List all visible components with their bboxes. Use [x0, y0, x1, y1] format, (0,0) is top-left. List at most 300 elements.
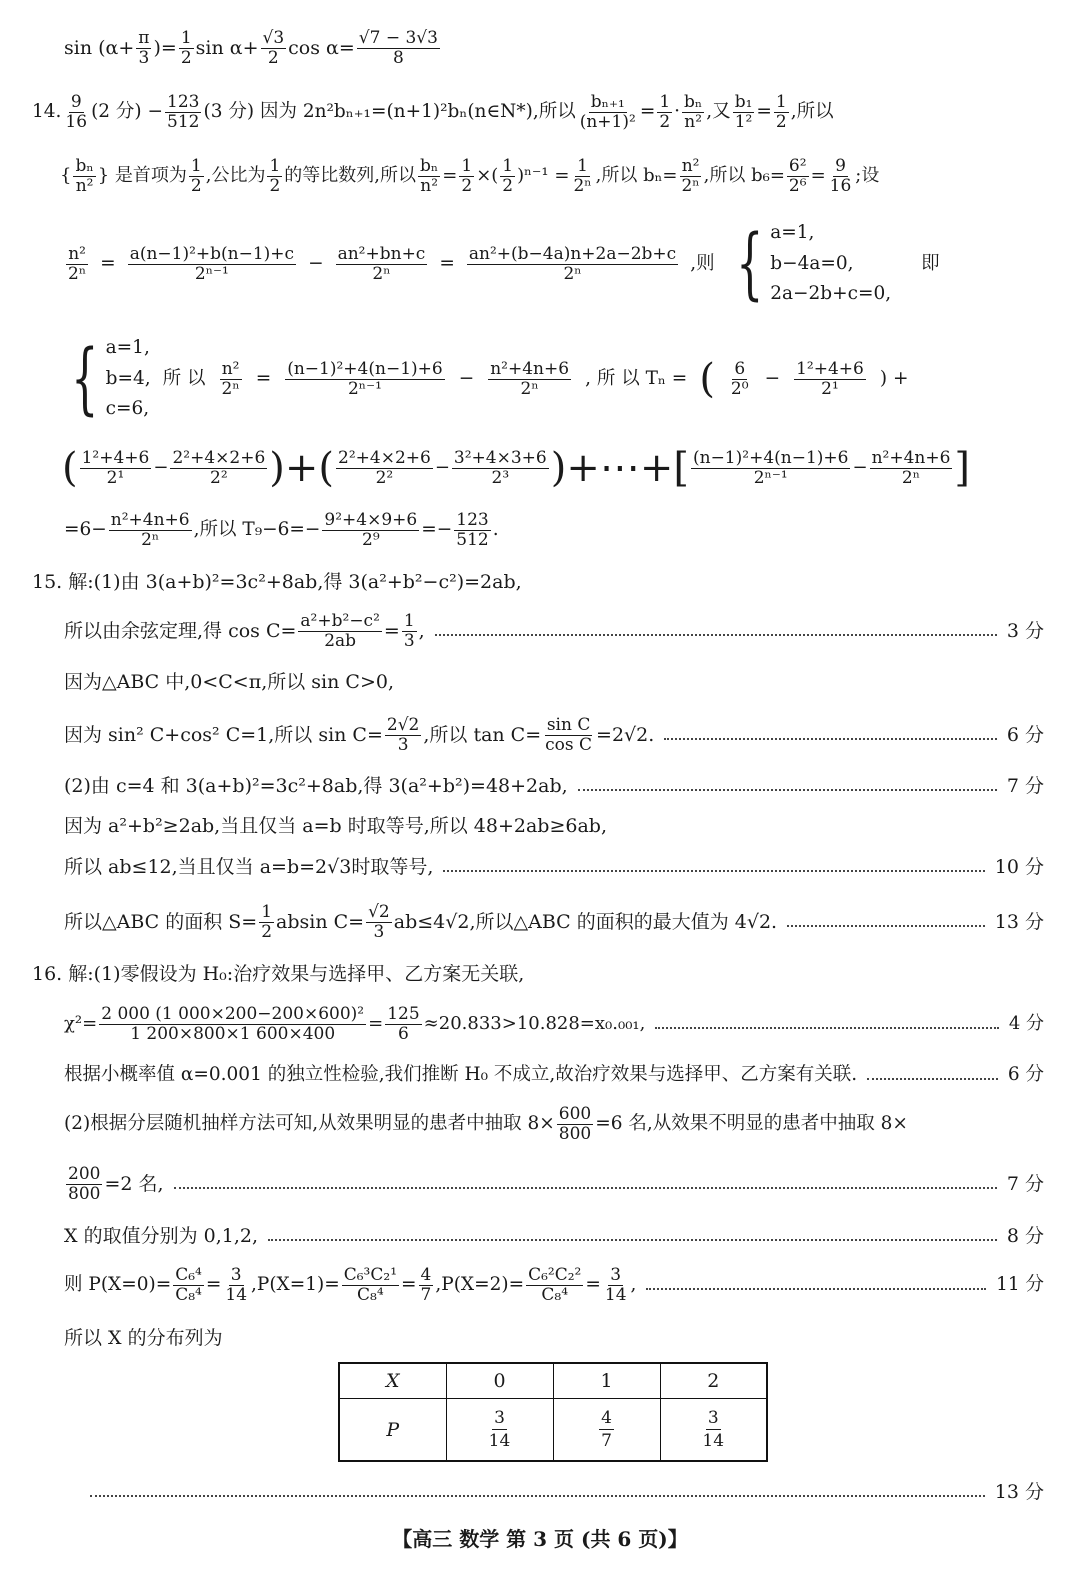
numerator: 600	[558, 1103, 592, 1124]
numerator: 2²+4×2+6	[338, 447, 431, 468]
dot-leader	[787, 925, 985, 927]
text: (3 分) 因为 2n²bₙ₊₁=(n+1)²bₙ(n∈N*),所以	[203, 100, 576, 122]
text: 根据小概率值 α=0.001 的独立性检验,我们推断 H₀ 不成立,故治疗效果与选择甲、乙方案有关联.	[64, 1063, 858, 1085]
numerator: bₙ	[75, 155, 94, 176]
fraction	[500, 155, 515, 196]
fraction	[452, 447, 549, 488]
text: 所以△ABC 的面积 S=	[64, 910, 258, 933]
fraction	[173, 1264, 204, 1305]
fraction	[189, 155, 204, 196]
q16-line-1	[32, 962, 524, 986]
table-cell	[446, 1399, 553, 1462]
numerator: 9²+4×9+6	[324, 509, 418, 530]
text: } 是首项为	[97, 165, 187, 186]
fraction	[828, 155, 854, 196]
fraction	[599, 1408, 614, 1451]
q14-line-3	[64, 214, 940, 314]
text: −	[434, 457, 450, 478]
text: =	[756, 100, 772, 122]
text: sin α+	[195, 36, 259, 59]
text: =	[368, 1013, 384, 1034]
text: 所 以	[162, 367, 206, 389]
denominator: 8	[392, 47, 404, 68]
numerator: 200	[68, 1163, 101, 1184]
denominator: 2ⁿ⁻¹	[753, 467, 788, 488]
q15-line-2	[64, 606, 1044, 656]
text: ) +	[879, 367, 909, 389]
text: =2 名,	[104, 1172, 164, 1195]
fraction	[682, 91, 704, 132]
numerator: 1	[659, 91, 671, 112]
text: ,	[630, 1273, 637, 1295]
text: =	[442, 165, 458, 186]
text: , 所 以 Tₙ =	[585, 367, 688, 389]
fraction	[366, 901, 392, 942]
dot-leader	[174, 1187, 997, 1189]
numerator: 6	[734, 358, 746, 379]
denominator: 2ⁿ	[573, 175, 592, 196]
denominator: 800	[68, 1183, 101, 1204]
fraction	[454, 509, 490, 550]
text: ,则	[690, 252, 715, 274]
fraction	[774, 91, 789, 132]
text: 的等比数列,所以	[284, 165, 417, 186]
score: 7 分	[1006, 774, 1044, 797]
text: 所以由余弦定理,得 cos C=	[64, 619, 297, 642]
dot-leader	[268, 1239, 997, 1241]
numerator: C₆⁴	[175, 1264, 202, 1285]
equation-row: b=4,	[105, 367, 151, 389]
numerator: bₙ	[684, 91, 703, 112]
numerator: n²+4n+6	[871, 447, 951, 468]
numerator: (n−1)²+4(n−1)+6	[692, 447, 849, 468]
fraction	[385, 1003, 421, 1044]
dot-leader	[578, 789, 997, 791]
text: 所以 ab≤12,当且仅当 a=b=2√3时取等号,	[64, 855, 434, 878]
fraction	[285, 358, 444, 399]
text: 即	[921, 252, 940, 274]
numerator: a²+b²−c²	[300, 610, 380, 631]
numerator: 3	[230, 1264, 242, 1285]
q14-line-5	[62, 438, 970, 498]
table-cell: P	[339, 1399, 446, 1462]
numerator: (n−1)²+4(n−1)+6	[287, 358, 443, 379]
q15-line-4	[64, 710, 1044, 760]
numerator: 1	[261, 901, 273, 922]
fraction	[526, 1264, 583, 1305]
fraction	[170, 447, 267, 488]
text: 因为△ABC 中,0<C<π,所以 sin C>0,	[64, 670, 394, 693]
fraction	[259, 901, 274, 942]
fraction	[298, 610, 381, 651]
text: )=	[153, 36, 177, 59]
numerator: √7 − 3√3	[358, 27, 438, 48]
numerator: 1	[577, 155, 588, 176]
denominator: (n+1)²	[579, 111, 636, 132]
q16-line-8	[64, 1326, 223, 1350]
q15-line-6	[64, 814, 607, 838]
fraction	[418, 155, 440, 196]
denominator: 2	[269, 175, 281, 196]
text: ,P(X=2)=	[435, 1273, 525, 1295]
text: )ⁿ⁻¹ =	[517, 165, 570, 186]
fraction	[385, 714, 421, 755]
fraction	[80, 447, 152, 488]
fraction	[267, 155, 282, 196]
fraction	[402, 610, 417, 651]
score: 6 分	[1007, 1063, 1044, 1085]
fraction	[66, 1163, 102, 1204]
fraction	[136, 27, 151, 68]
numerator: n²+4n+6	[110, 509, 190, 530]
denominator: 2	[190, 175, 202, 196]
text: ,所以 bₙ=	[595, 165, 678, 186]
numerator: 1	[775, 91, 787, 112]
text: −	[458, 367, 475, 389]
numerator: 1	[502, 155, 514, 176]
denominator: 2	[180, 47, 192, 68]
numerator: 2 000 (1 000×200−200×600)²	[101, 1003, 365, 1024]
text: ≈20.833>10.828=x₀.₀₀₁,	[423, 1013, 646, 1034]
numerator: 1	[461, 155, 473, 176]
denominator: 6	[398, 1023, 409, 1044]
fraction	[578, 91, 638, 132]
score: 13 分	[994, 1480, 1044, 1503]
dot-leader	[443, 870, 984, 872]
denominator: 2ⁿ	[68, 263, 87, 284]
fraction	[657, 91, 672, 132]
denominator: 14	[488, 1431, 511, 1451]
denominator: 14	[225, 1284, 248, 1305]
denominator: 800	[558, 1123, 592, 1144]
text: 因为 sin² C+cos² C=1,所以 sin C=	[64, 723, 383, 746]
text: ,所以 tan C=	[423, 723, 542, 746]
distribution-table	[338, 1362, 768, 1462]
numerator: n²	[68, 243, 86, 264]
q16-line-7	[64, 1260, 1044, 1310]
text: 因为 a²+b²≥2ab,当且仅当 a=b 时取等号,所以 48+2ab≥6ab,	[64, 814, 608, 837]
numerator: bₙ	[420, 155, 439, 176]
denominator: 3	[397, 734, 409, 755]
denominator: 2	[502, 175, 514, 196]
table-header-cell: X	[339, 1363, 446, 1399]
fraction	[700, 1408, 726, 1451]
equation-system	[725, 219, 892, 309]
text: (2)根据分层随机抽样方法可知,从效果明显的患者中抽取 8×	[64, 1112, 555, 1134]
numerator: n²	[681, 155, 700, 176]
table-header-cell: 1	[553, 1363, 660, 1399]
numerator: n²	[221, 358, 240, 379]
denominator: 7	[420, 1284, 432, 1305]
text: ×(	[476, 165, 499, 186]
text: −	[153, 457, 169, 478]
text: =	[585, 1273, 601, 1295]
text: =	[205, 1273, 222, 1295]
fraction	[128, 243, 296, 284]
text: (2 分) −	[91, 100, 164, 122]
dot-leader	[435, 634, 997, 636]
denominator: 512	[167, 111, 200, 132]
numerator: 1	[180, 27, 192, 48]
fraction	[73, 155, 95, 196]
text: 15. 解:(1)由 3(a+b)²=3c²+8ab,得 3(a²+b²−c²)=2ab,	[32, 570, 522, 593]
q15-line-7	[64, 855, 1044, 879]
numerator: 4	[601, 1408, 612, 1428]
numerator: 3	[494, 1408, 505, 1428]
fraction	[357, 27, 440, 68]
paren-group: )+(	[269, 445, 335, 491]
numerator: 6²	[788, 155, 807, 176]
text: −	[764, 367, 781, 389]
q16-line-2	[64, 1000, 1044, 1048]
numerator: 9	[835, 155, 846, 176]
numerator: 2²+4×2+6	[172, 447, 266, 468]
denominator: 2²	[375, 467, 394, 488]
denominator: 2²	[210, 467, 228, 488]
fraction	[322, 509, 419, 550]
fraction	[99, 1003, 366, 1044]
denominator: 2⁹	[362, 529, 380, 550]
numerator: 3	[707, 1408, 719, 1428]
text: {	[60, 165, 72, 186]
text: =	[383, 619, 400, 642]
table-header-cell: 2	[660, 1363, 767, 1399]
fraction	[557, 1103, 593, 1144]
numerator: 1	[403, 610, 415, 631]
numerator: 1	[269, 155, 281, 176]
denominator: 2ab	[324, 630, 357, 651]
denominator: n²	[75, 175, 94, 196]
denominator: 2	[267, 47, 279, 68]
right-bracket: ]	[954, 445, 971, 491]
left-brace: {	[735, 219, 764, 309]
q14-line-6	[64, 504, 499, 556]
text: ,所以	[790, 100, 834, 122]
fraction	[543, 714, 594, 755]
text: =6−	[64, 518, 107, 540]
denominator: 2ⁿ	[520, 378, 539, 399]
denominator: 2ⁿ	[563, 263, 582, 284]
page-footer: 【高三 数学 第 3 页 (共 6 页)】	[392, 1527, 688, 1551]
denominator: 2ⁿ	[372, 263, 391, 284]
fraction	[870, 447, 953, 488]
fraction	[691, 447, 850, 488]
denominator: 16	[65, 111, 88, 132]
score: 8 分	[1006, 1224, 1044, 1247]
q14-line-2	[60, 150, 879, 202]
q16-line-5	[64, 1160, 1044, 1208]
score: 11 分	[996, 1273, 1044, 1295]
fraction	[179, 27, 194, 68]
fraction	[165, 91, 201, 132]
numerator: 123	[456, 509, 489, 530]
text: =	[255, 367, 272, 389]
text: =	[401, 1273, 417, 1295]
denominator: 3	[138, 47, 150, 68]
q14-line-4	[60, 326, 908, 432]
score: 13 分	[994, 910, 1044, 933]
denominator: 2ⁿ	[141, 529, 160, 550]
denominator: C₈⁴	[541, 1284, 569, 1305]
fraction	[342, 1264, 399, 1305]
denominator: 14	[604, 1284, 627, 1305]
numerator: 9	[70, 91, 82, 112]
denominator: 3	[373, 921, 385, 942]
denominator: 512	[456, 529, 489, 550]
fraction	[603, 1264, 629, 1305]
fraction	[487, 1408, 513, 1451]
equation-row: a=1,	[770, 222, 815, 244]
q15-line-5	[64, 774, 1044, 798]
numerator: an²+bn+c	[337, 243, 426, 264]
text: =−	[421, 518, 453, 540]
denominator: cos C	[545, 734, 593, 755]
text: 16. 解:(1)零假设为 H₀:治疗效果与选择甲、乙方案无关联,	[32, 962, 525, 985]
numerator: b₁	[734, 91, 753, 112]
denominator: 2	[261, 921, 273, 942]
denominator: 2⁰	[730, 378, 749, 399]
fraction	[794, 358, 866, 399]
text: ·	[674, 100, 681, 122]
fraction	[467, 243, 678, 284]
numerator: 1	[190, 155, 202, 176]
text: −	[852, 457, 868, 478]
text: X 的取值分别为 0,1,2,	[64, 1224, 258, 1247]
fraction	[571, 155, 593, 196]
fraction	[679, 155, 701, 196]
table-row	[339, 1399, 767, 1462]
text: ;设	[855, 165, 880, 186]
question-number: 14.	[32, 100, 62, 122]
numerator: C₆³C₂¹	[343, 1264, 398, 1285]
denominator: 2ⁿ⁻¹	[194, 263, 229, 284]
denominator: n²	[684, 111, 703, 132]
denominator: 2	[461, 175, 473, 196]
dot-leader	[867, 1078, 998, 1080]
numerator: bₙ₊₁	[590, 91, 625, 112]
text: =	[100, 252, 116, 274]
denominator: 2³	[491, 467, 510, 488]
denominator: 2ⁿ	[681, 175, 700, 196]
text: sin (α+	[64, 36, 135, 59]
denominator: 3	[403, 630, 415, 651]
numerator: n²+4n+6	[490, 358, 570, 379]
score: 4 分	[1008, 1013, 1044, 1034]
left-paren: (	[62, 445, 78, 491]
text: ,	[418, 619, 425, 642]
text: cos α=	[288, 36, 355, 59]
denominator: 2ⁿ⁻¹	[347, 378, 382, 399]
numerator: C₆²C₂²	[528, 1264, 582, 1285]
table-header-cell: 0	[446, 1363, 553, 1399]
denominator: 1 200×800×1 600×400	[130, 1023, 336, 1044]
fraction	[223, 1264, 249, 1305]
fraction	[63, 91, 89, 132]
fraction	[336, 243, 428, 284]
dot-leader	[664, 738, 997, 740]
text: .	[492, 518, 499, 540]
q16-line-4	[64, 1100, 908, 1148]
text: =	[439, 252, 455, 274]
text: 则 P(X=0)=	[64, 1273, 172, 1295]
denominator: 2	[775, 111, 787, 132]
numerator: √3	[262, 27, 285, 48]
score: 3 分	[1006, 619, 1044, 642]
fraction	[419, 1264, 434, 1305]
fraction	[787, 155, 809, 196]
score: 6 分	[1006, 723, 1044, 746]
numerator: 3²+4×3+6	[453, 447, 547, 468]
denominator: 2¹	[106, 467, 125, 488]
text: =2√2.	[596, 723, 655, 746]
denominator: C₈⁴	[175, 1284, 202, 1305]
denominator: n²	[420, 175, 439, 196]
fraction	[733, 91, 755, 132]
q16-line-3	[64, 1063, 1044, 1087]
fraction	[220, 358, 242, 399]
numerator: a(n−1)²+b(n−1)+c	[129, 243, 295, 264]
fraction	[459, 155, 474, 196]
numerator: 4	[420, 1264, 432, 1285]
table-cell	[660, 1399, 767, 1462]
score: 7 分	[1006, 1172, 1044, 1195]
score: 10 分	[994, 855, 1044, 878]
q14-line-1	[32, 88, 834, 136]
numerator: π	[138, 27, 150, 48]
text: χ²=	[64, 1013, 98, 1034]
text: =	[639, 100, 656, 122]
text: −	[308, 252, 324, 274]
left-brace: {	[71, 334, 99, 424]
text: ,所以 b₆=	[703, 165, 785, 186]
fraction	[729, 358, 751, 399]
q15-line-1	[32, 570, 522, 594]
equation-row: 2a−2b+c=0,	[770, 283, 892, 305]
dot-leader	[90, 1495, 985, 1497]
fraction	[488, 358, 571, 399]
ellipsis-group: )+⋯+[	[550, 445, 689, 491]
numerator: 3	[610, 1264, 622, 1285]
formula-line-sin-sum	[64, 24, 442, 72]
text: ab≤4√2,所以△ABC 的面积的最大值为 4√2.	[393, 910, 778, 933]
equation-system	[60, 334, 151, 424]
table-cell	[553, 1399, 660, 1462]
dot-leader	[646, 1288, 986, 1290]
q15-line-8	[64, 896, 1044, 948]
numerator: sin C	[546, 714, 591, 735]
q15-line-3	[64, 670, 394, 694]
numerator: √2	[368, 901, 390, 922]
numerator: 123	[167, 91, 200, 112]
denominator: 16	[829, 175, 852, 196]
text: ,所以 T₉−6=−	[193, 518, 321, 540]
fraction	[66, 243, 88, 284]
numerator: 1²+4+6	[796, 358, 864, 379]
text: 所以 X 的分布列为	[64, 1326, 223, 1349]
equation-row: a=1,	[105, 337, 150, 359]
numerator: 125	[387, 1003, 420, 1024]
denominator: 1²	[734, 111, 753, 132]
q16-final-score-line	[80, 1480, 1044, 1504]
denominator: C₈⁴	[357, 1284, 384, 1305]
denominator: 2ⁿ	[221, 378, 240, 399]
text: =	[810, 165, 826, 186]
text: ,P(X=1)=	[251, 1273, 340, 1295]
numerator: 2√2	[386, 714, 420, 735]
denominator: 2ⁿ	[901, 467, 921, 488]
text: ,公比为	[205, 165, 266, 186]
denominator: 7	[601, 1431, 612, 1451]
